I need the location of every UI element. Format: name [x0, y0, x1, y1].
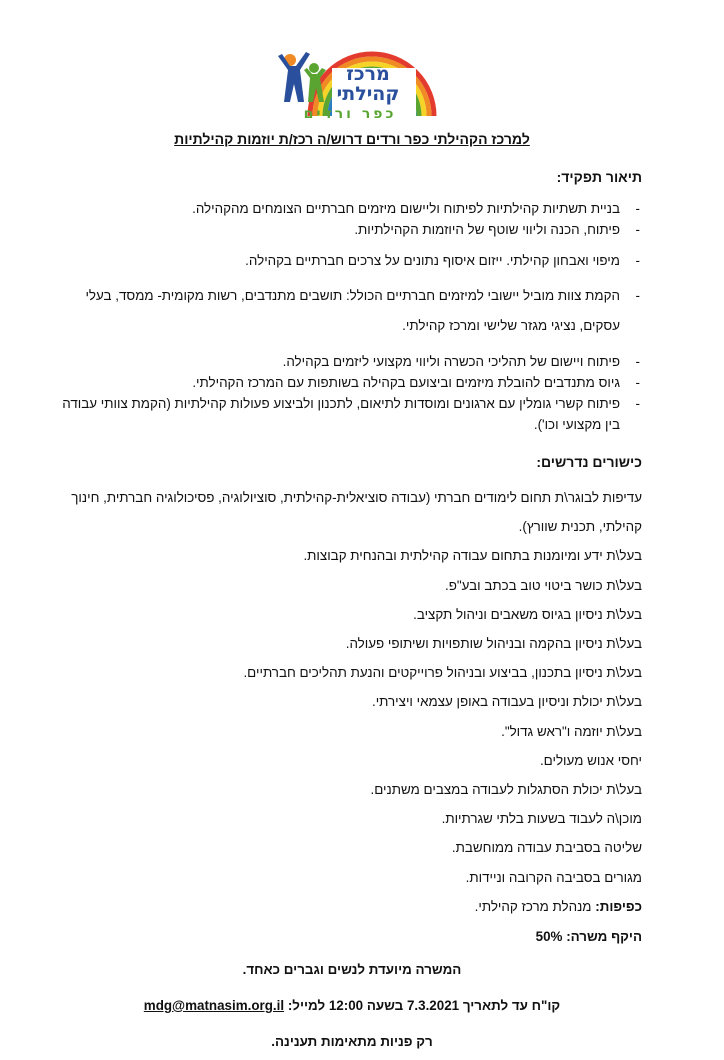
posting-content	[62, 128, 642, 1060]
requirement-item: שליטה בסביבת עבודה ממוחשבת.	[451, 840, 642, 856]
job-description-heading: תיאור תפקיד:	[556, 169, 642, 185]
reports-to-label: כפיפות:	[595, 898, 642, 914]
logo-line-3: כפר ורדים	[303, 106, 397, 122]
requirement-item: בעל\ת יוזמה ו"ראש גדול".	[501, 723, 642, 739]
duty-item: - פיתוח, הכנה וליווי שוטף של היוזמות הקהילתיות.	[62, 219, 642, 240]
requirement-item: בעל\ת ניסיון בתכנון, בביצוע ובניהול פרוייקטים והנעת תהליכים חברתיים.	[243, 665, 642, 681]
reports-to-value: מנהלת מרכז קהילתי.	[474, 898, 592, 914]
requirements-heading: כישורים נדרשים:	[536, 454, 642, 470]
duty-item: - הקמת צוות מוביל יישובי למיזמים חברתיים הכולל: תושבים מתנדבים, רשות מקומית- ממסד, בעלי עסקים, נציגי מגזר שלישי ומרכז קהילתי.	[62, 281, 642, 341]
requirement-item: בעל\ת יכולת הסתגלות לעבודה במצבים משתנים.	[370, 782, 642, 798]
requirement-item: בעל\ת ניסיון בגיוס משאבים וניהול תקציב.	[413, 606, 642, 622]
scope-label: היקף משרה:	[566, 928, 642, 944]
requirement-item: מגורים בסביבה הקרובה וניידות.	[465, 869, 642, 885]
job-description-list	[62, 198, 642, 435]
duty-item: - גיוס מתנדבים להובלת מיזמים וביצועם בקהילה בשותפות עם המרכז הקהילתי.	[62, 372, 642, 393]
requirement-item: בעל\ת כושר ביטוי טוב בכתב ובע"פ.	[444, 577, 642, 593]
requirement-item: בעל\ת ניסיון בהקמה ובניהול שותפויות ושיתופי פעולה.	[345, 636, 642, 652]
scope-value: 50%	[535, 928, 563, 944]
requirement-item: יחסי אנוש מעולים.	[539, 752, 642, 768]
requirement-item: עדיפות לבוגר\ת תחום לימודים חברתי (עבודה סוציאלית-קהילתית, סוציולוגיה, פסיכולוגיה חברתית, חינוך קהילתי, תכנית שוורץ).	[71, 490, 642, 535]
logo-line-1: מרכז	[346, 63, 390, 85]
requirements-list	[62, 483, 642, 892]
apply-email-link[interactable]: mdg@matnasim.org.il	[143, 997, 285, 1013]
duty-item: - מיפוי ואבחון קהילתי. ייזום איסוף נתונים על צרכים חברתיים בקהילה.	[62, 250, 642, 271]
closing-note: רק פניות מתאימות תענינה.	[271, 1033, 433, 1049]
apply-text: קו"ח עד לתאריך 7.3.2021 בשעה 12:00 למייל:	[287, 997, 561, 1013]
scope-line	[62, 922, 642, 952]
duty-item: - פיתוח ויישום של תהליכי הכשרה וליווי מקצועי ליזמים בקהילה.	[62, 351, 642, 372]
duty-item: - פיתוח קשרי גומלין עם ארגונים ומוסדות לתיאום, לתכנון ולביצוע פעולות קהילתיות (הקמת צוותי עבודה בין מקצועי וכו').	[62, 393, 642, 435]
requirement-item: בעל\ת ידע ומיומנות בתחום עבודה קהילתית ובהנחית קבוצות.	[303, 548, 642, 564]
apply-line	[62, 988, 642, 1024]
community-center-logo	[270, 26, 440, 126]
logo-line-2: קהילתי	[336, 83, 400, 105]
equal-opportunity-note: המשרה מיועדת לנשים וגברים כאחד.	[242, 961, 462, 977]
posting-title: למרכז הקהילתי כפר ורדים דרוש/ה רכז/ת יוזמות קהילתיות	[174, 131, 530, 147]
duty-item: - בניית תשתיות קהילתיות לפיתוח וליישום מיזמים חברתיים הצומחים מהקהילה.	[62, 198, 642, 219]
reports-to-line	[62, 892, 642, 922]
requirement-item: בעל\ת יכולת וניסיון בעבודה באופן עצמאי ויצירתי.	[371, 694, 642, 710]
requirement-item: מוכן\ה לעבוד בשעות בלתי שגרתיות.	[441, 811, 642, 827]
